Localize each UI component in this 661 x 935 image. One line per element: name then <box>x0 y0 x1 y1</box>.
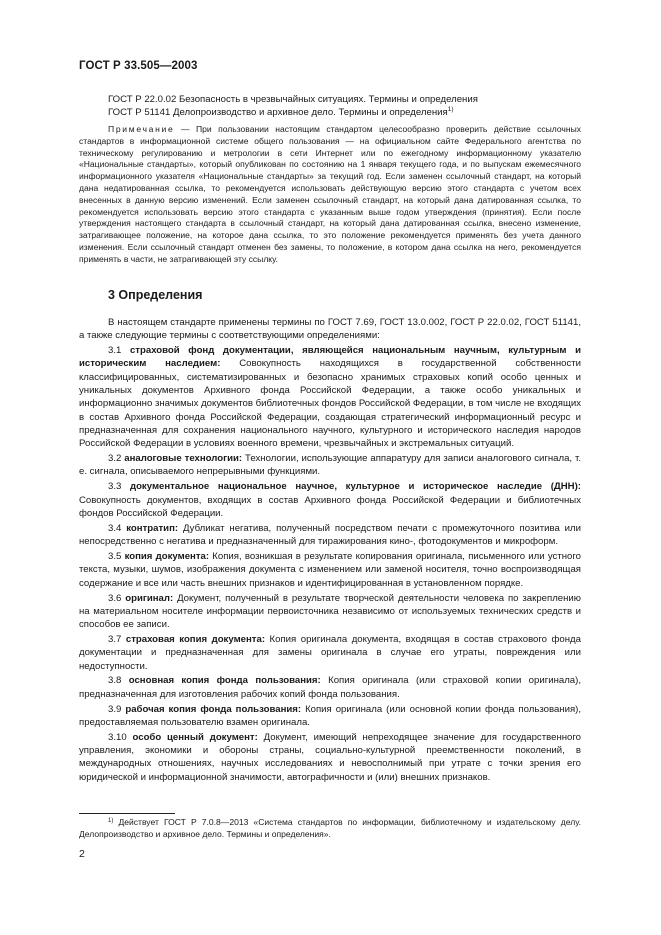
term-entry: 3.10 особо ценный документ: Документ, имеющий непреходящее значение для государственного управления, экономики и обороны страны, социально-культурной преемственности поколений, в международных отношениях, научных исследованиях и невосполнимый при утрате с точки зрения его юридической и информационной значимости, автографичности и (или) внешних признаков. <box>79 731 582 783</box>
note-label: Примечание <box>108 124 175 134</box>
term-entry: 3.2 аналоговые технологии: Технологии, использующие аппаратуру для записи аналогового сигнала, т. е. сигнала, описываемого непрерывными функциями. <box>79 453 581 478</box>
footnote-divider <box>79 813 175 814</box>
term-definition: Документ, имеющий непреходящее значение для государственного управления, экономики и обороны страны, социально-культурной преемственности поколений, в международных отношениях, научных исследованиях и невосполнимый при утрате с точки зрения его юридической и информационной значимости, автографичности и (или) внешних признаков. <box>79 731 582 783</box>
term-definition: Технологии, использующие аппаратуру для записи аналогового сигнала, т. е. сигнала, описываемого непрерывными функциями. <box>79 453 581 478</box>
term-name: страховая копия документа: <box>125 633 266 645</box>
term-name: документальное национальное научное, культурное и историческое наследие (ДНН): <box>129 481 581 493</box>
term-name: аналоговые технологии: <box>124 453 243 465</box>
document-header: ГОСТ Р 33.505—2003 <box>79 60 198 72</box>
definitions-body <box>79 316 581 786</box>
term-entry: 3.8 основная копия фонда пользования: Копия оригинала (или страховой копии оригинала), предназначенная для изготовления рабочих копий фонда пользования. <box>79 675 582 700</box>
page-number: 2 <box>79 848 85 860</box>
reference-list <box>108 93 478 119</box>
term-name: особо ценный документ: <box>132 731 258 743</box>
note-text: — При пользовании настоящим стандартом целесообразно проверить действие ссылочных стандартов в информационной системе общего пользования — на официальном сайте Федерального агентства по техническому регулированию и метрологии в сети Интернет или по ежегодному информационному указателю «Национальные стандарты», который опубликован по состоянию на 1 января текущего года, и по выпускам ежемесячного информационного указателя «Национальные стандарты» за текущий год. Если заменен ссылочный стандарт, на который дана недатированная ссылка, то рекомендуется использовать действующую версию этого стандарта с учетом всех внесенных в данную версию изменений. Если заменен ссылочный стандарт, на который дана датированная ссылка, то рекомендуется использовать версию этого стандарта с указанным выше годом утверждения (принятия). Если после утверждения настоящего стандарта в ссылочный стандарт, на который дана датированная ссылка, внесено изменение, затрагивающее положение, на которое дана ссылка, то это положение рекомендуется применять без учета данного изменения. Если ссылочный стандарт отменен без замены, то положение, в котором дана ссылка на него, рекомендуется применять в части, не затрагивающей эту ссылку. <box>79 124 581 264</box>
term-entry: 3.5 копия документа: Копия, возникшая в результате копирования оригинала, письменного или устного текста, музыки, шумов, изображения документа с изменением или заменой носителя, точно воспроизводящая содержание и все или часть внешних признаков и идентифицированная в установленном порядке. <box>79 551 581 589</box>
term-definition: Дубликат негатива, полученный посредством печати с промежуточного позитива или непосредственно с негатива и предназначенный для тиражирования кино-, фотодокументов и микроформ. <box>79 522 582 548</box>
term-name: страховой фонд документации, являющейся национальным научным, культурным и историческим наследием: <box>79 345 581 370</box>
term-name: контратип: <box>126 522 179 534</box>
term-definition: Копия оригинала (или основной копии фонда пользования), предоставляемая пользователю взамен оригинала. <box>79 703 582 728</box>
term-entry: 3.9 рабочая копия фонда пользования: Копия оригинала (или основной копии фонда пользования), предоставляемая пользователю взамен оригинала. <box>79 703 582 728</box>
term-entry: 3.4 контратип: Дубликат негатива, полученный посредством печати с промежуточного позитива или непосредственно с негатива и предназначенный для тиражирования кино-, фотодокументов и микроформ. <box>79 522 582 548</box>
term-entry: 3.7 страховая копия документа: Копия оригинала документа, входящая в состав страхового фонда документации и предназначенная для замены оригинала в случае его утраты, повреждения или недоступности. <box>79 633 581 672</box>
intro-paragraph: В настоящем стандарте применены термины по ГОСТ 7.69, ГОСТ 13.0.002, ГОСТ Р 22.0.02, ГОСТ 51141, а также следующие термины с соответствующими определениями: <box>79 317 581 342</box>
footnote <box>79 817 581 841</box>
term-definition: Совокупность документов, входящих в состав Архивного фонда Российской Федерации и библиотечных фондов Российской Федерации. <box>79 494 581 519</box>
footnote-text: Действует ГОСТ Р 7.0.8—2013 «Система стандартов по информации, библиотечному и издательскому делу. Делопроизводство и архивное дело. Термины и определения». <box>79 817 582 839</box>
term-entry: 3.6 оригинал: Документ, полученный в результате творческой деятельности человека по закреплению на материальном носителе информации первоисточника независимо от используемых технических средств и способов ее записи. <box>79 592 581 631</box>
term-definition: Копия оригинала (или страховой копии оригинала), предназначенная для изготовления рабочих копий фонда пользования. <box>79 675 582 700</box>
term-definition: Копия, возникшая в результате копирования оригинала, письменного или устного текста, музыки, шумов, изображения документа с изменением или заменой носителя, точно воспроизводящая содержание и все или часть внешних признаков и идентифицированная в установленном порядке. <box>79 551 581 589</box>
footnote-mark: 1) <box>447 106 454 114</box>
term-name: основная копия фонда пользования: <box>128 675 321 687</box>
footnote-mark: 1) <box>108 818 114 824</box>
term-name: рабочая копия фонда пользования: <box>125 703 302 715</box>
term-entry: 3.1 страховой фонд документации, являющейся национальным научным, культурным и историческим наследием: Совокупность находящихся в государственной собственности классифицированных, систематизированных и безопасно хранимых страховых копий особо ценных и уникальных документов Архивного фонда Российской Федерации, а также особо уникальных и информационно значимых документов библиотечных фондов Российской Федерации, в том числе не входящих в состав Архивного фонда Российской Федерации, создающая стратегический информационный ресурс и предназначенная для сохранения национального научного, культурного и исторического наследия народов Российской Федерации в условиях военного времени, чрезвычайных и экстремальных ситуаций. <box>79 345 581 450</box>
term-name: копия документа: <box>124 551 210 563</box>
reference-item: ГОСТ Р 22.0.02 Безопасность в чрезвычайных ситуациях. Термины и определения <box>108 94 478 105</box>
reference-item: ГОСТ Р 51141 Делопроизводство и архивное дело. Термины и определения$^{1)}$ <box>108 106 454 119</box>
term-definition: Совокупность находящихся в государственной собственности классифицированных, систематизированных и безопасно хранимых страховых копий особо ценных и уникальных документов Архивного фонда Российской Федерации, а также особо уникальных и информационно значимых документов библиотечных фондов Российской Федерации, в том числе не входящих в состав Архивного фонда Российской Федерации, создающая стратегический информационный ресурс и предназначенная для сохранения национального научного, культурного и исторического наследия народов Российской Федерации в условиях военного времени, чрезвычайных и экстремальных ситуаций. <box>79 358 581 450</box>
term-definition: Копия оригинала документа, входящая в состав страхового фонда документации и предназначенная для замены оригинала в случае его утраты, повреждения или недоступности. <box>79 633 581 672</box>
term-definition: Документ, полученный в результате творческой деятельности человека по закреплению на материальном носителе информации первоисточника независимо от используемых технических средств и способов ее записи. <box>79 592 581 631</box>
note-block <box>79 124 581 266</box>
section-title: 3 Определения <box>108 288 203 302</box>
term-name: оригинал: <box>125 592 174 604</box>
term-entry: 3.3 документальное национальное научное, культурное и историческое наследие (ДНН): Совокупность документов, входящих в состав Архивного фонда Российской Федерации и библиотечных фондов Российской Федерации. <box>79 481 581 519</box>
